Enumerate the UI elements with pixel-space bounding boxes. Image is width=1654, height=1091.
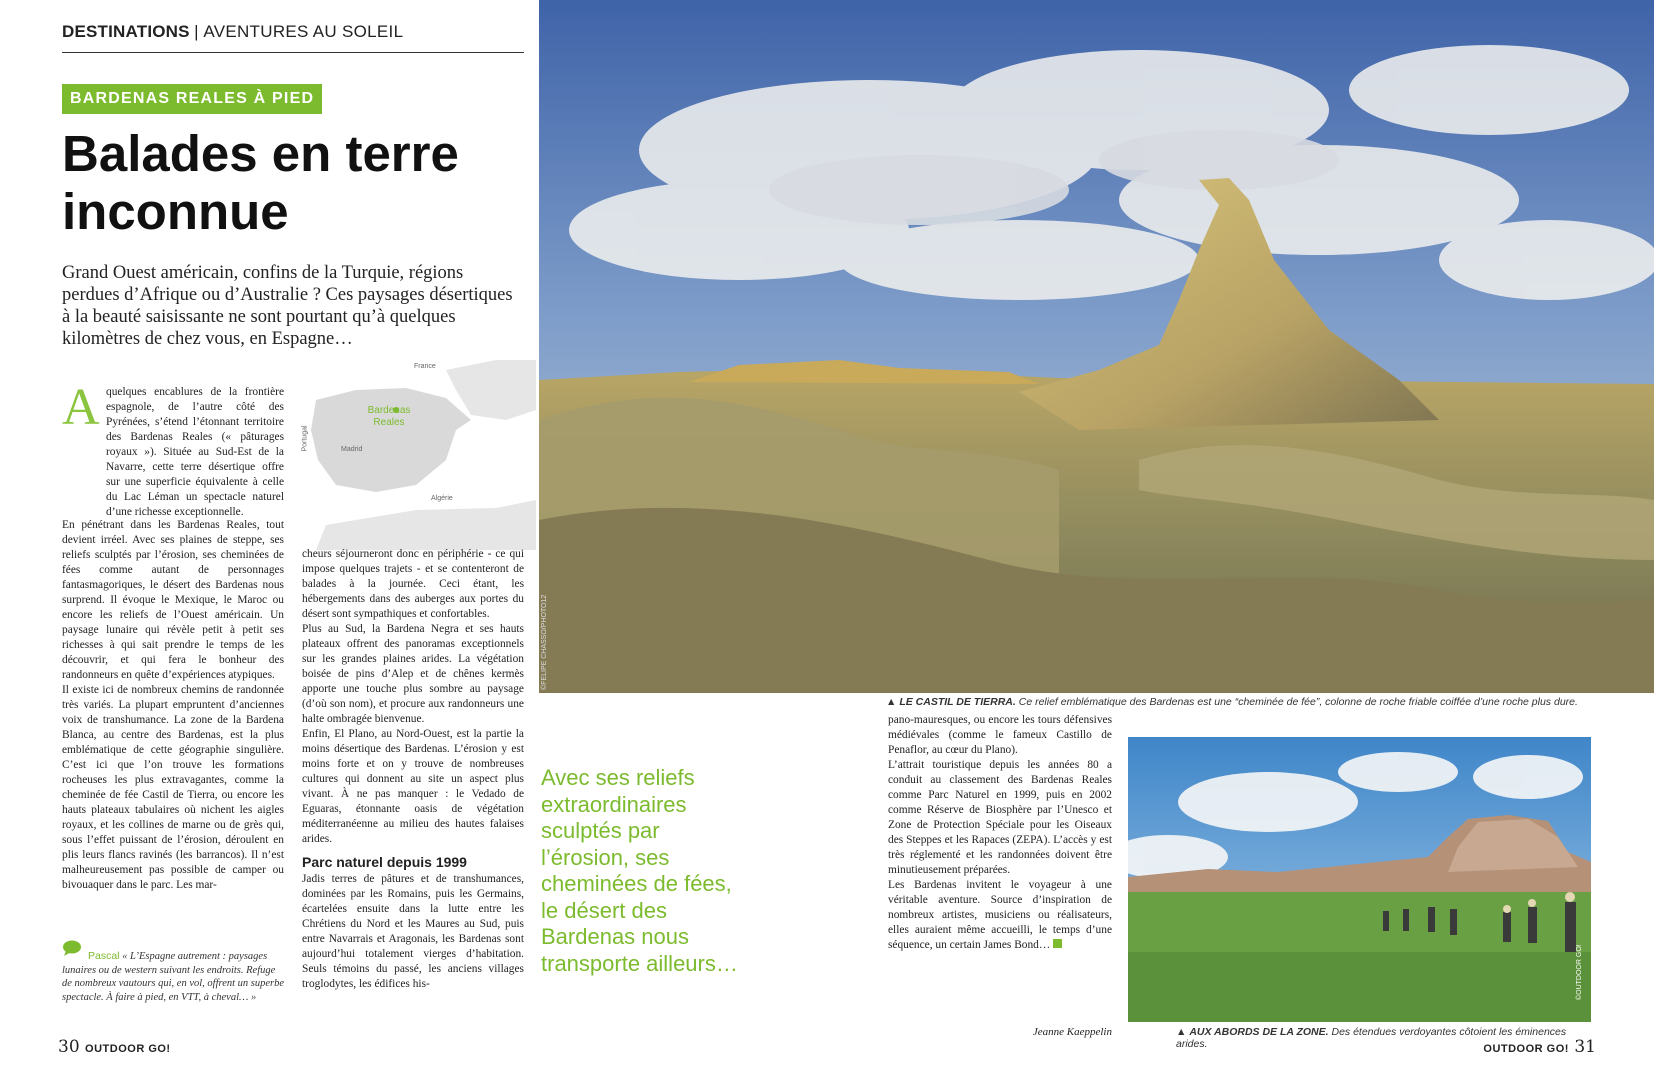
- magazine-name-left: OUTDOOR GO!: [85, 1043, 171, 1055]
- caption-arrow-icon: ▲: [886, 696, 897, 708]
- reader-quote: [62, 950, 287, 1004]
- end-mark-icon: [1053, 939, 1062, 948]
- photo-credit-main: ©FELIPE CHASSO/PHOTO12: [541, 594, 548, 690]
- paragraph: En pénétrant dans les Bardenas Reales, tout devient irréel. Avec ses plaines de steppe, ses reliefs sculptés par l’érosion, ses cheminées de fées comme autant de personnages fantasmagoriques, le désert des Bardenas nous surprend. Il évoque le Mexique, le Maroc ou encore les reliefs de l’Ouest américain. Un paysage lunaire qui révèle petit à petit ses richesses à qui sait prendre le temps de les découvrir, et qui fera le bonheur des randonneurs en quête d’expériences atypiques.: [62, 519, 284, 681]
- page-number-left: 30: [58, 1037, 80, 1057]
- paragraph: pano-mauresques, ou encore les tours défensives médiévales (comme le fameux Castillo de Penaflor, au cœur du Plano).: [888, 714, 1112, 756]
- paragraph: Jadis terres de pâtures et de transhumances, dominées par les Romains, puis les Germains, écartelées ensuite dans la lutte entre les Chrétiens du Nord et les Maures au Sud, puis entre Navarrais et Aragonais, les Bardenas sont aujourd’hui totalement vierges d’habitation. Seuls témoins du passé, les anciens villages troglodytes, les édifices his-: [302, 873, 524, 990]
- map-label-algerie: Algérie: [431, 495, 453, 502]
- map-label-france: France: [414, 363, 436, 370]
- body-column-1: [62, 518, 284, 893]
- map-label-portugal: Portugal: [301, 425, 309, 452]
- caption-small-text: Des étendues verdoyantes côtoient les éminences arides.: [1176, 1026, 1567, 1050]
- body-column-1-top: [62, 385, 284, 520]
- author-byline: Jeanne Kaeppelin: [1032, 1026, 1112, 1038]
- reader-name: Pascal: [88, 950, 120, 962]
- section-header: [62, 22, 524, 53]
- paragraph: Il existe ici de nombreux chemins de randonnée très variés. La plupart empruntent d’anciennes voix de transhumance. La zone de la Bardena Blanca, au centre des Bardenas, est la plus emblématique de cette géographie singulière. C’est ici que l’on trouve les formations rocheuses les plus extravagantes, comme la cheminée de fée Castil de Tierra, ou encore les hauts plateaux tabulaires où nichent les aigles royaux, et les collines de marne ou de grès qui, sous l’effet puissant de l’érosion, déroulent en plis leurs flancs ravinés (les barrancos). Il n’est malheureusement pas possible de camper ou bivouaquer dans le parc. Les mar-: [62, 684, 284, 891]
- section-name: DESTINATIONS: [62, 22, 190, 41]
- footer-right: [1483, 1037, 1596, 1057]
- map-label-madrid: Madrid: [341, 446, 363, 453]
- subheading: Parc naturel depuis 1999: [302, 854, 467, 870]
- caption-arrow-icon: ▲: [1176, 1026, 1187, 1038]
- paragraph: Enfin, El Plano, au Nord-Ouest, est la partie la moins désertique des Bardenas. L’érosion y est moins forte et on y trouve de nombreuses cultures qui donnent au site un aspect plus vivant. À ne pas manquer : le Vedado de Eguaras, étonnante oasis de végétation méditerranéenne au milieu des hautes falaises arides.: [302, 728, 524, 845]
- castil-de-tierra-photo: [539, 0, 1654, 693]
- paragraph: Plus au Sud, la Bardena Negra et ses hauts plateaux offrent des panoramas exceptionnels sur les grandes plaines arides. La végétation boisée de pins d’Alep et de chênes kermès apporte une touche plus sombre au paysage (d’où son nom), et procure aux randonneurs une halte ombragée bienvenue.: [302, 623, 524, 725]
- location-map: [296, 360, 536, 550]
- header-separator: |: [194, 22, 199, 41]
- caption-main: [886, 696, 1646, 708]
- caption-main-title: LE CASTIL DE TIERRA.: [899, 696, 1016, 708]
- paragraph-closing: [888, 878, 1112, 953]
- reader-quote-text: « L’Espagne autrement : paysages lunaires ou de western suivant les endroits. Refuge de nombreux vautours qui, en vol, offrent un superbe spectacle. À faire à pied, en VTT, à cheval… »: [62, 951, 285, 1003]
- article-title: [62, 125, 532, 241]
- map-graphic: [296, 360, 536, 550]
- title-line-2: inconnue: [62, 183, 289, 240]
- hikers-photo: [1128, 737, 1591, 1022]
- closing-text: Les Bardenas invitent le voyageur à une véritable aventure. Source d’inspiration de nombreux artistes, musiciens ou réalisateurs, elles auraient même accueilli, le temps d’une séquence, un certain James Bond…: [888, 879, 1112, 951]
- pull-quote: Avec ses reliefs extraordinaires sculptés par l’érosion, ses cheminées de fées, le désert des Bardenas nous transporte ailleurs…: [541, 765, 738, 976]
- map-label-bardenas: Bardenas Reales: [367, 405, 411, 428]
- magazine-name-right: OUTDOOR GO!: [1483, 1043, 1569, 1055]
- paragraph: cheurs séjourneront donc en périphérie - ce qui impose quelques trajets - et se contenteront de balades à la journée. Ceci étant, les hébergements dans des auberges aux portes du désert sont sympathiques et confortables.: [302, 548, 524, 620]
- paragraph-opening: quelques encablures de la frontière espagnole, de l’autre côté des Pyrénées, s’étend l’étonnant territoire des Bardenas Reales (« pâturages royaux »). Située au Sud-Est de la Navarre, cette terre désertique offre sur une superficie équivalente à celle du Lac Léman un spectacle naturel d’une richesse exceptionnelle.: [106, 386, 284, 518]
- paragraph: L’attrait touristique depuis les années 80 a conduit au classement des Bardenas Reales comme Parc Naturel en 1999, puis en 2002 comme Réserve de Biosphère par l’Unesco et Zone de Protection Spéciale pour les Oiseaux des Steppes et les Rapaces (ZEPA). L’accès y est très réglementé et les randonnées doivent être minutieusement préparées.: [888, 759, 1112, 876]
- caption-small-title: AUX ABORDS DE LA ZONE.: [1189, 1026, 1329, 1038]
- page-number-right: 31: [1574, 1037, 1596, 1057]
- title-line-1: Balades en terre: [62, 125, 459, 182]
- photo-credit-small: ©OUTDOOR GO!: [1576, 944, 1583, 1000]
- kicker-label: BARDENAS REALES À PIED: [62, 84, 322, 114]
- drop-cap: A: [62, 379, 100, 436]
- footer-left: [58, 1037, 171, 1057]
- subsection-name: AVENTURES AU SOLEIL: [203, 22, 404, 41]
- caption-main-text: Ce relief emblématique des Bardenas est une “cheminée de fée”, colonne de roche friable coiffée d’une roche plus dure.: [1018, 696, 1578, 708]
- body-column-3: [888, 713, 1112, 953]
- intro-paragraph: Grand Ouest américain, confins de la Turquie, régions perdues d’Afrique ou d’Australie ? Ces paysages désertiques à la beauté saisissante ne sont pourtant qu’à quelques kilomètres de chez vous, en Espagne…: [62, 263, 513, 349]
- body-column-2: [302, 547, 524, 992]
